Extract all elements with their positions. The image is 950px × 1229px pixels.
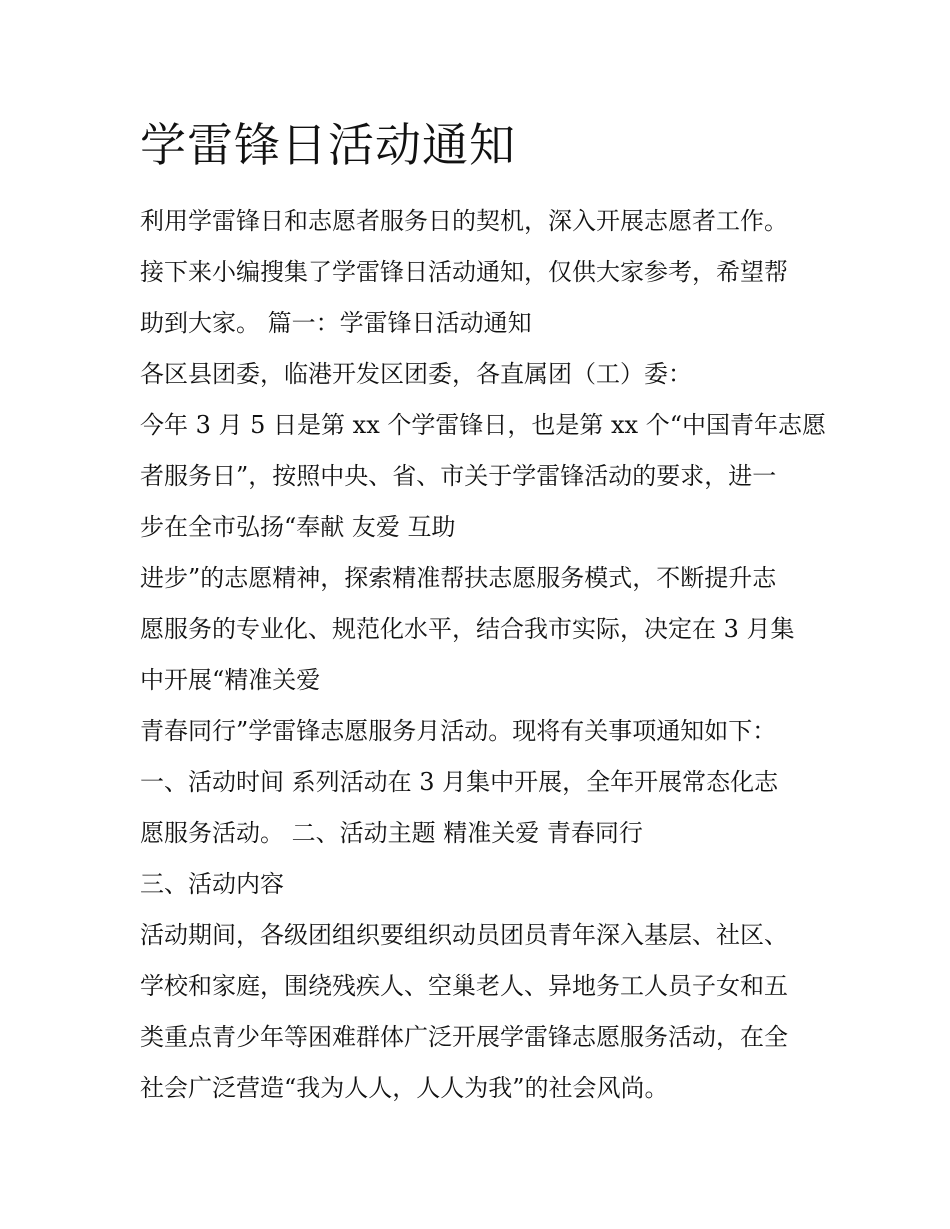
paragraph-line: 接下来小编搜集了学雷锋日活动通知，仅供大家参考，希望帮 xyxy=(140,258,788,286)
paragraph-line: 类重点青少年等困难群体广泛开展学雷锋志愿服务活动，在全 xyxy=(140,1023,788,1051)
document-title: 学雷锋日活动通知 xyxy=(140,118,516,172)
paragraph-line: 者服务日”，按照中央、省、市关于学雷锋活动的要求，进一 xyxy=(140,462,777,490)
paragraph-line: 今年 3 月 5 日是第 xx 个学雷锋日，也是第 xx 个“中国青年志愿 xyxy=(140,411,826,439)
paragraph-line: 愿服务活动。 二、活动主题 精准关爱 青春同行 xyxy=(140,819,643,847)
paragraph-line: 各区县团委，临港开发区团委，各直属团（工）委： xyxy=(140,360,692,388)
paragraph-line: 愿服务的专业化、规范化水平，结合我市实际，决定在 3 月集 xyxy=(140,615,795,643)
paragraph-line: 活动期间，各级团组织要组织动员团员青年深入基层、社区、 xyxy=(140,921,788,949)
paragraph-line: 三、活动内容 xyxy=(140,870,284,898)
paragraph-line: 中开展“精准关爱 xyxy=(140,666,321,694)
paragraph-line: 社会广泛营造“我为人人，人人为我”的社会风尚。 xyxy=(140,1074,669,1102)
paragraph-line: 进步”的志愿精神，探索精准帮扶志愿服务模式，不断提升志 xyxy=(140,564,777,592)
paragraph-line: 利用学雷锋日和志愿者服务日的契机，深入开展志愿者工作。 xyxy=(140,207,788,235)
paragraph-line: 青春同行”学雷锋志愿服务月活动。现将有关事项通知如下： xyxy=(140,717,777,745)
paragraph-line: 步在全市弘扬“奉献 友爱 互助 xyxy=(140,513,456,541)
paragraph-line: 助到大家。 篇一：学雷锋日活动通知 xyxy=(140,309,532,337)
paragraph-line: 一、活动时间 系列活动在 3 月集中开展，全年开展常态化志 xyxy=(140,768,779,796)
paragraph-line: 学校和家庭，围绕残疾人、空巢老人、异地务工人员子女和五 xyxy=(140,972,788,1000)
